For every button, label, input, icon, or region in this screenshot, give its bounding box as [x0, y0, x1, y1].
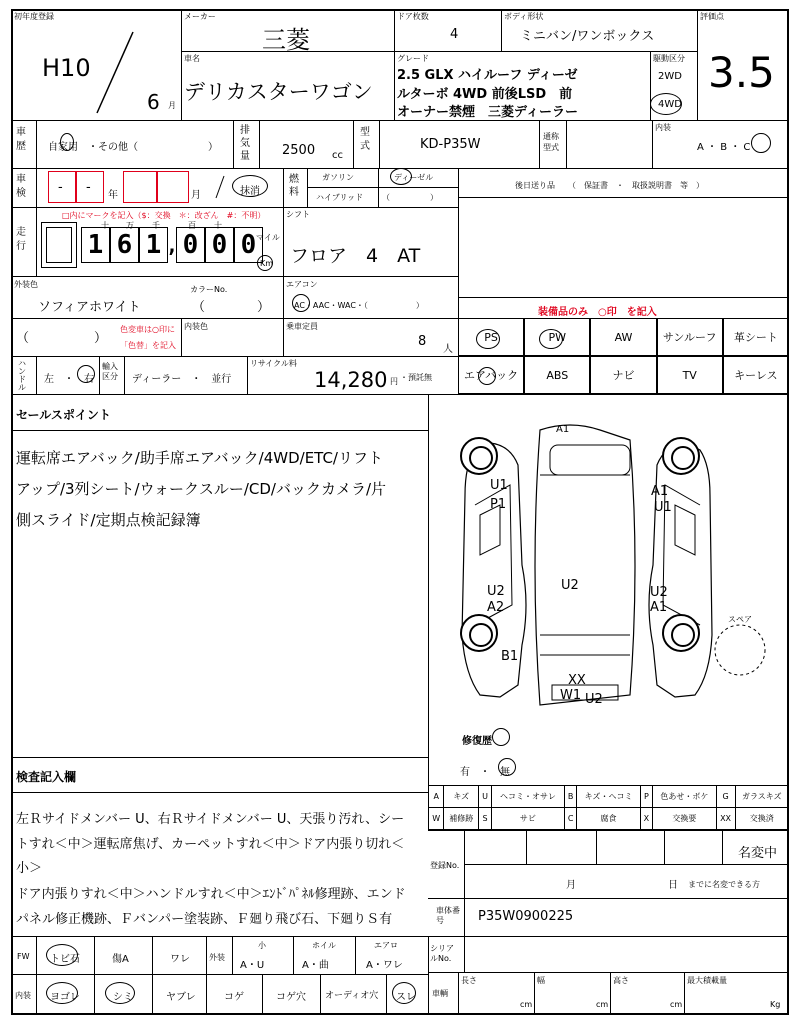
body-type-value: ミニバン/ワンボックス	[520, 29, 655, 44]
drive-4wd-circle	[650, 93, 682, 115]
int-stain: シミ	[113, 992, 133, 1003]
aircon-value: AC・AAC・WAC・（ ）	[294, 301, 424, 310]
inspection-none: 抹消	[240, 186, 260, 197]
equip-abs: ABS	[524, 356, 590, 394]
wheel-rr	[662, 614, 700, 652]
fw-stone: トビ石	[50, 954, 80, 965]
chassis-value: P35W0900225	[478, 909, 574, 924]
int-dirt: ヨゴレ	[50, 992, 80, 1003]
recycle-value: 14,280	[314, 368, 388, 392]
int-wear: スレ	[396, 992, 416, 1003]
sales-point-line1: 運転席エアバック/助手席エアバック/4WD/ETC/リフト	[16, 449, 383, 467]
inspect-label: 検査記入欄	[16, 770, 77, 784]
inspect-line: ドア内張りすれ＜中＞ハンドルすれ＜中＞ｴﾝﾄﾞﾊﾟﾈﾙ修理跡、エンド	[16, 887, 406, 902]
damage-mark: U2	[487, 584, 505, 599]
equip-tv: TV	[657, 356, 723, 394]
mileage-km: Km	[260, 259, 274, 268]
drive-4wd: 4WD	[658, 99, 682, 110]
damage-mark: A1	[650, 600, 668, 615]
equip-ps: PS	[458, 318, 524, 356]
history-value: 自家用 ・その他（ ）	[48, 142, 218, 153]
car-name-value: デリカスターワゴン	[184, 80, 373, 104]
doors-value: 4	[450, 27, 459, 42]
inspect-line: パネル修正機跡、Ｆバンパー塗装跡、Ｆ廻り飛び石、下廻りＳ有	[16, 912, 393, 927]
equip-leather: 革シート	[723, 318, 789, 356]
equip-keyless: キーレス	[723, 356, 789, 394]
mileage-digits: 1 6 1 , 0 0 0	[81, 227, 263, 263]
first-reg-month: 6	[147, 90, 160, 114]
displacement-value: 2500	[282, 143, 316, 158]
first-reg-label: 初年度登録	[14, 12, 54, 21]
shift-value: フロア 4 AT	[290, 245, 421, 267]
equip-navi: ナビ	[590, 356, 656, 394]
handle-value: 左 ・ 右	[44, 374, 94, 385]
wheel-rl	[460, 614, 498, 652]
equip-sunroof: サンルーフ	[657, 318, 723, 356]
equip-title: 装備品のみ ○印 を記入	[538, 307, 657, 318]
fuel-diesel: ディーゼル	[394, 173, 434, 182]
wheel-fr	[662, 437, 700, 475]
damage-mark: A1	[556, 424, 570, 435]
drive-2wd: 2WD	[658, 71, 682, 82]
damage-mark: W1	[560, 688, 582, 703]
name-change: 名変中	[738, 846, 778, 861]
grade-line1: 2.5 GLX ハイルーフ ディーゼ	[397, 68, 578, 83]
damage-mark: B1	[501, 649, 519, 664]
damage-mark: U2	[650, 585, 668, 600]
import-value: ディーラー ・ 並行	[132, 374, 232, 385]
first-reg-slash	[95, 30, 135, 115]
repair-value: 有 ・ 無	[460, 767, 510, 778]
damage-mark: U1	[490, 478, 508, 493]
interior-grade-value: A ・ B ・ C	[697, 142, 751, 153]
wheel-fl	[460, 437, 498, 475]
inspect-line: トすれ＜中＞運転席焦げ、カーペットすれ＜中＞ドア内張り切れ＜	[16, 837, 405, 852]
damage-mark: P1	[490, 497, 507, 512]
repair-label: 修復歴	[462, 736, 492, 747]
equipment-grid	[458, 318, 789, 394]
sales-point-line2: アップ/3列シート/ウォークスルー/CD/バックカメラ/片	[16, 480, 387, 498]
damage-mark: XX	[568, 673, 586, 688]
damage-mark: U1	[654, 500, 672, 515]
damage-mark: U2	[561, 578, 579, 593]
damage-mark: U2	[585, 692, 603, 707]
exterior-color-value: ソフィアホワイト	[38, 300, 141, 315]
inspect-line: 左Ｒサイドメンバー U、右Ｒサイドメンバー U、天張り汚れ、シー	[16, 812, 405, 827]
equip-airbag: エアバック	[458, 356, 524, 394]
inspect-line: 小＞	[16, 861, 43, 876]
model-value: KD-P35W	[420, 137, 481, 152]
sales-point-label: セールスポイント	[16, 408, 111, 422]
grade-eval-value: 3.5	[708, 48, 775, 97]
auction-sheet: 初年度登録 H10 6 月 メーカー 三菱 ドア枚数 4 ボディ形状 ミニバン/ワンボックス 評価点 3.5 車名 デリカスターワゴン グレード 2.5 GLX ハイルーフ ディーゼ ルターボ 4WD 前後LSD 前 オーナー禁煙 三菱ディーラー 駆動区分 2WD 4WD 車歴 自家用 ・その他（ ） 排気量 2500 cc 型式 KD-P35W 通称型式 内装 A ・ B ・ C 車検 - - 年 月 抹消 燃料 ガソリン ディーゼル ハイブリッド （ ） 後日送り品 （ 保証書 ・ 取扱説明書 等 ） 走行 □内にマークを記入（$：交換 ＊：改ざん #：不明） 1 6 1 , 0 0 0 十 万 千 百 十 マイル Km シフト フロア 4 AT 外装色 ソフィアホワイト カラーNo. （ ） エアコン AC・AAC・WAC・（ ） 装備品のみ ○印 を記入 （ ） 色変車は○印に 「色替」を記入 内装色 乗車定員 8 人 PS PW AW サンルーフ 革シート エアバック ABS ナビ TV キーレス ハンドル 左 ・ 右 輸入区分 ディーラー ・ 並行 リサイクル料 14,280 円 ・預託無 セールスポイント 運転席エアバック/助手席エアバック/4WD/ETC/リフト アップ/3列シート/ウォークスルー/CD/バックカメラ/片 側スライド/定期点検記録簿 A1 U1 P1 A1 U1 U2 U2 A2 U2 A1 B1 XX W1 U2 スペア 修復歴 有 ・ 無 検査記入欄 左Ｒサイドメンバー U、右Ｒサイドメンバー U、天張り汚れ、シー トすれ＜中＞運転席焦げ、カーペットすれ＜中＞ドア内張り切れ＜ 小＞ ドア内張りすれ＜中＞ハンドルすれ＜中＞ｴﾝﾄﾞﾊﾟﾈﾙ修理跡、エンド パネル修正機跡、Ｆバンパー塗装跡、Ｆ廻り飛び石、下廻りＳ有 A キズ U ヘコミ・オサレ B キズ・ヘコミ P 色あせ・ボケ G ガラスキズ W 補修跡 S サビ C 腐食 X 交換要 XX 交換済 登録No. 名変中 月 日 までに名変できる方 車体番号 P35W0900225 シリアルNo. 車輌 長さ cm 幅 cm 高さ cm 最大積載量 Kg FW トビ石 傷A ワレ 外装 小 A・U ホイル A・曲 エアロ A・ワレ 内装 ヨゴレ シミ ヤブレ コゲ コゲ穴 オーディオ穴 スレ	[0, 0, 800, 1024]
damage-legend: A キズ U ヘコミ・オサレ B キズ・ヘコミ P 色あせ・ボケ G ガラスキズ W 補修跡 S サビ C 腐食 X 交換要 XX 交換済	[428, 785, 789, 830]
sales-point-line3: 側スライド/定期点検記録簿	[16, 511, 201, 529]
capacity-value: 8	[418, 334, 427, 349]
grade-line2: ルターボ 4WD 前後LSD 前	[397, 87, 573, 102]
damage-mark: A2	[487, 600, 505, 615]
maker-value: 三菱	[262, 26, 310, 54]
first-reg-year: H10	[42, 54, 91, 82]
equip-pw: PW	[524, 318, 590, 356]
equip-aw: AW	[590, 318, 656, 356]
damage-mark: A1	[651, 484, 669, 499]
grade-line3: オーナー禁煙 三菱ディーラー	[397, 105, 578, 120]
